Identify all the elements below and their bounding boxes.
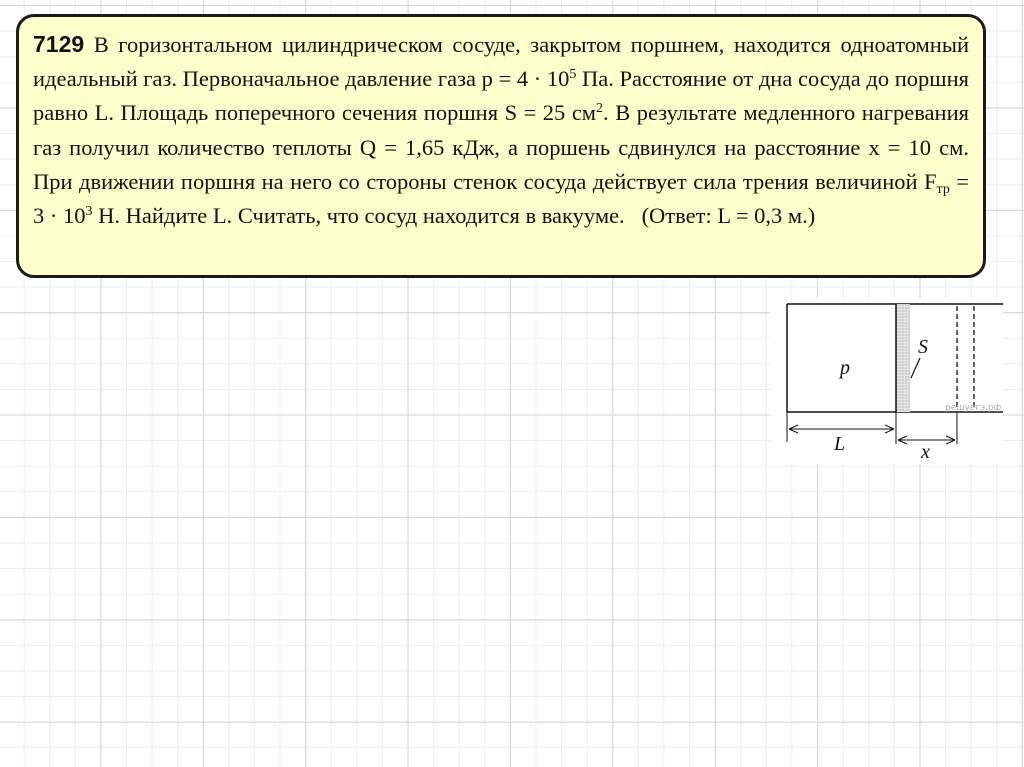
answer-text: (Ответ: L = 0,3 м.) <box>624 203 816 229</box>
problem-text-part-1: В горизонтальном цилиндрическом сосуде, закрытом поршнем, находится одноатомный идеальный газ. Первоначальное давление газа p = 4 · 10 <box>33 32 969 92</box>
piston-diagram-svg <box>770 298 1003 464</box>
area-pointer <box>911 358 920 378</box>
site-watermark: решуегэ.рф <box>945 403 1002 413</box>
problem-number: 7129 <box>33 31 85 57</box>
friction-subscript: тр <box>936 181 950 197</box>
problem-text-part-4: = 3 · 10 <box>33 168 969 229</box>
area-exponent: 2 <box>596 101 604 117</box>
force-exponent: 3 <box>85 204 93 220</box>
problem-text-part-5: Н. Найдите L. Считать, что сосуд находится в вакууме. <box>92 203 625 229</box>
displacement-label: x <box>921 441 930 463</box>
problem-text-part-3: . В результате медленного нагревания газ получил количество теплоты Q = 1,65 кДж, а поршень сдвинулся на расстояние x = 10 см. При движении поршня на него со стороны стенок сосуда действует сила трения величиной F <box>33 100 969 194</box>
piston <box>896 304 910 412</box>
area-label: S <box>918 336 928 358</box>
problem-card <box>16 14 986 278</box>
length-label: L <box>834 433 846 455</box>
piston-diagram <box>770 298 1003 464</box>
pressure-label: p <box>840 357 850 379</box>
pressure-exponent: 5 <box>569 67 577 83</box>
problem-text-part-2: Па. Расстояние от дна сосуда до поршня равно L. Площадь поперечного сечения поршня S = 25 см <box>33 66 969 126</box>
